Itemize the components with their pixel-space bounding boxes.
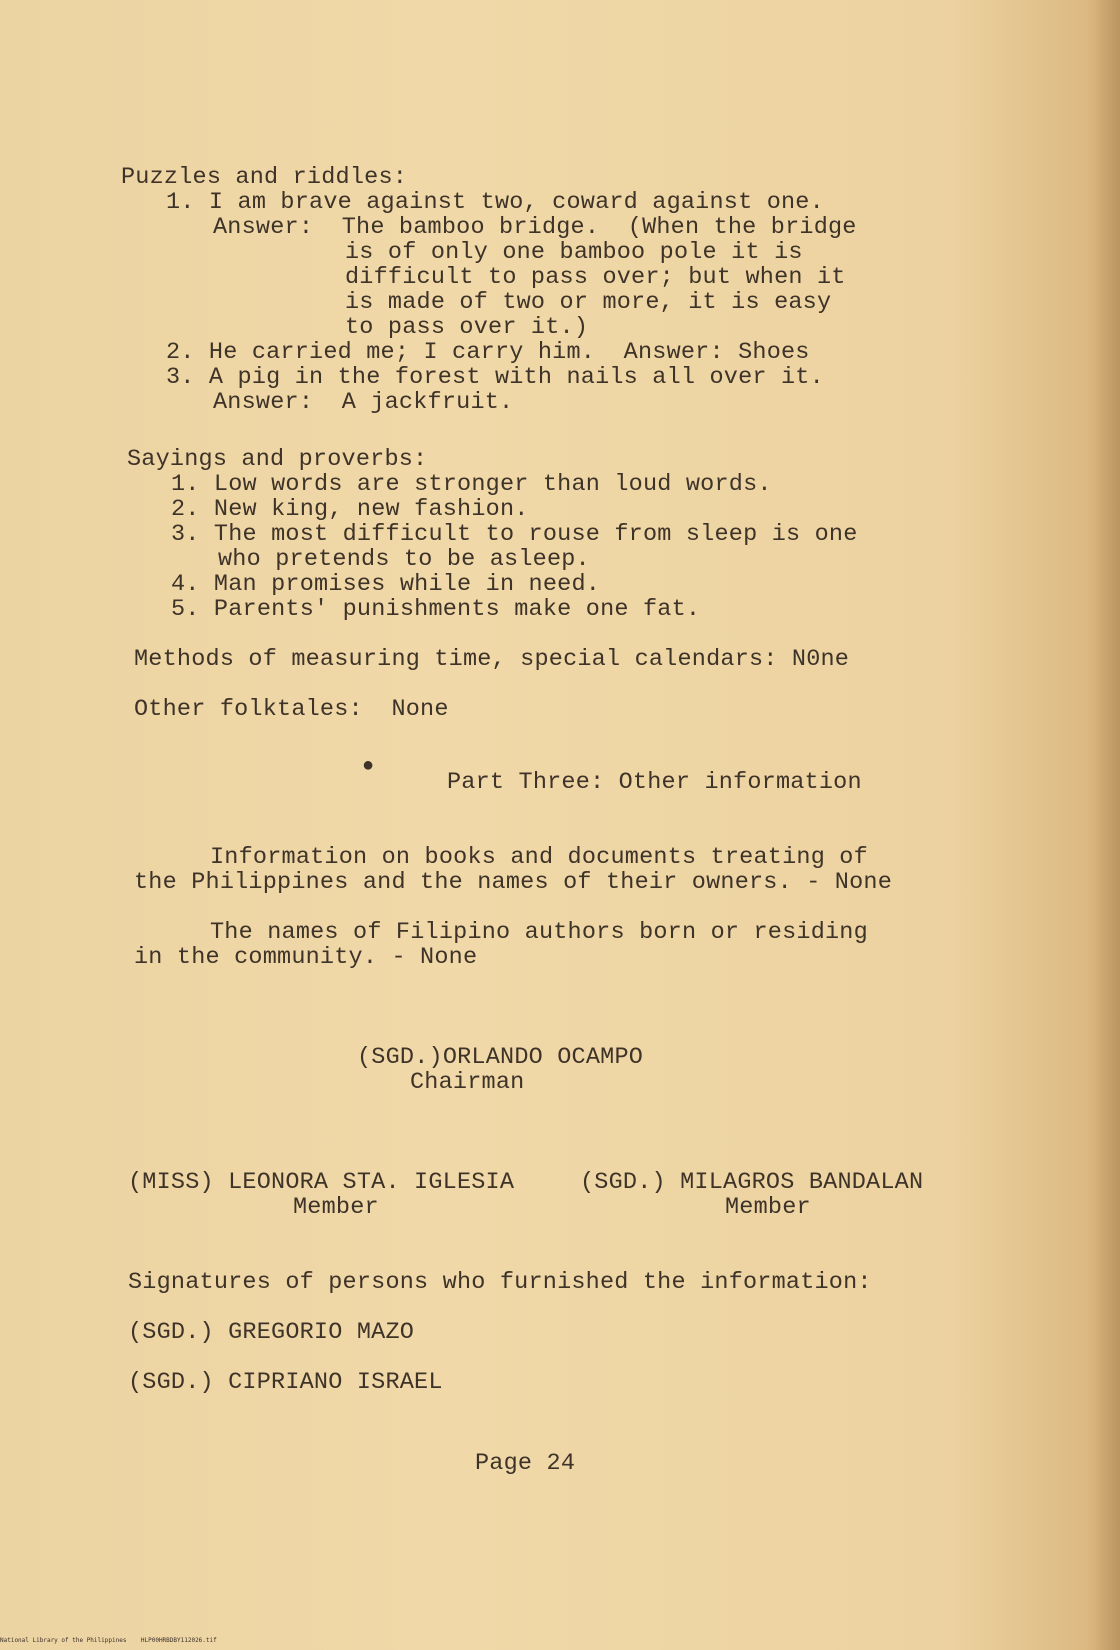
chairman-name: (SGD.)ORLANDO OCAMPO [357, 1044, 644, 1071]
member-name: (MISS) LEONORA STA. IGLESIA [128, 1169, 515, 1196]
puzzle-line: is made of two or more, it is easy [345, 289, 832, 316]
books-line: the Philippines and the names of their owners. - None [134, 869, 893, 896]
puzzle-line: to pass over it.) [345, 314, 589, 341]
puzzle-line: 3. A pig in the forest with nails all over it. [166, 364, 824, 391]
puzzle-line: is of only one bamboo pole it is [345, 239, 803, 266]
authors-line: in the community. - None [134, 944, 478, 971]
books-line: Information on books and documents treating of [210, 844, 868, 871]
methods-line: Methods of measuring time, special calendars: N0ne [134, 646, 850, 673]
puzzle-line: 1. I am brave against two, coward against one. [166, 189, 824, 216]
signature-name: (SGD.) CIPRIANO ISRAEL [128, 1369, 443, 1396]
member-name: (SGD.) MILAGROS BANDALAN [580, 1169, 924, 1196]
member-role: Member [725, 1194, 811, 1221]
puzzle-line: Answer: The bamboo bridge. (When the bridge [213, 214, 857, 241]
member-role: Member [293, 1194, 379, 1221]
part-three-heading: Part Three: Other information [447, 769, 862, 796]
puzzle-line: Answer: A jackfruit. [213, 389, 514, 416]
ink-mark: ● [362, 755, 375, 778]
scan-footer: National Library of the Philippines HLP00HRBDBY112026.tif [0, 1637, 217, 1644]
saying-line: 4. Man promises while in need. [171, 571, 601, 598]
page-number: Page 24 [475, 1450, 576, 1477]
sayings-heading: Sayings and proverbs: [127, 446, 428, 473]
puzzle-line: 2. He carried me; I carry him. Answer: Shoes [166, 339, 810, 366]
chairman-role: Chairman [410, 1069, 525, 1096]
authors-line: The names of Filipino authors born or residing [210, 919, 868, 946]
saying-line: 2. New king, new fashion. [171, 496, 529, 523]
folktales-line: Other folktales: None [134, 696, 449, 723]
puzzles-heading: Puzzles and riddles: [121, 164, 408, 191]
signatures-heading: Signatures of persons who furnished the information: [128, 1269, 872, 1296]
saying-line: 1. Low words are stronger than loud words. [171, 471, 772, 498]
saying-line: 5. Parents' punishments make one fat. [171, 596, 701, 623]
page-edge-shadow [1094, 0, 1120, 1650]
saying-line: 3. The most difficult to rouse from sleep is one [171, 521, 858, 548]
puzzle-line: difficult to pass over; but when it [345, 264, 846, 291]
saying-line: who pretends to be asleep. [218, 546, 590, 573]
signature-name: (SGD.) GREGORIO MAZO [128, 1319, 415, 1346]
